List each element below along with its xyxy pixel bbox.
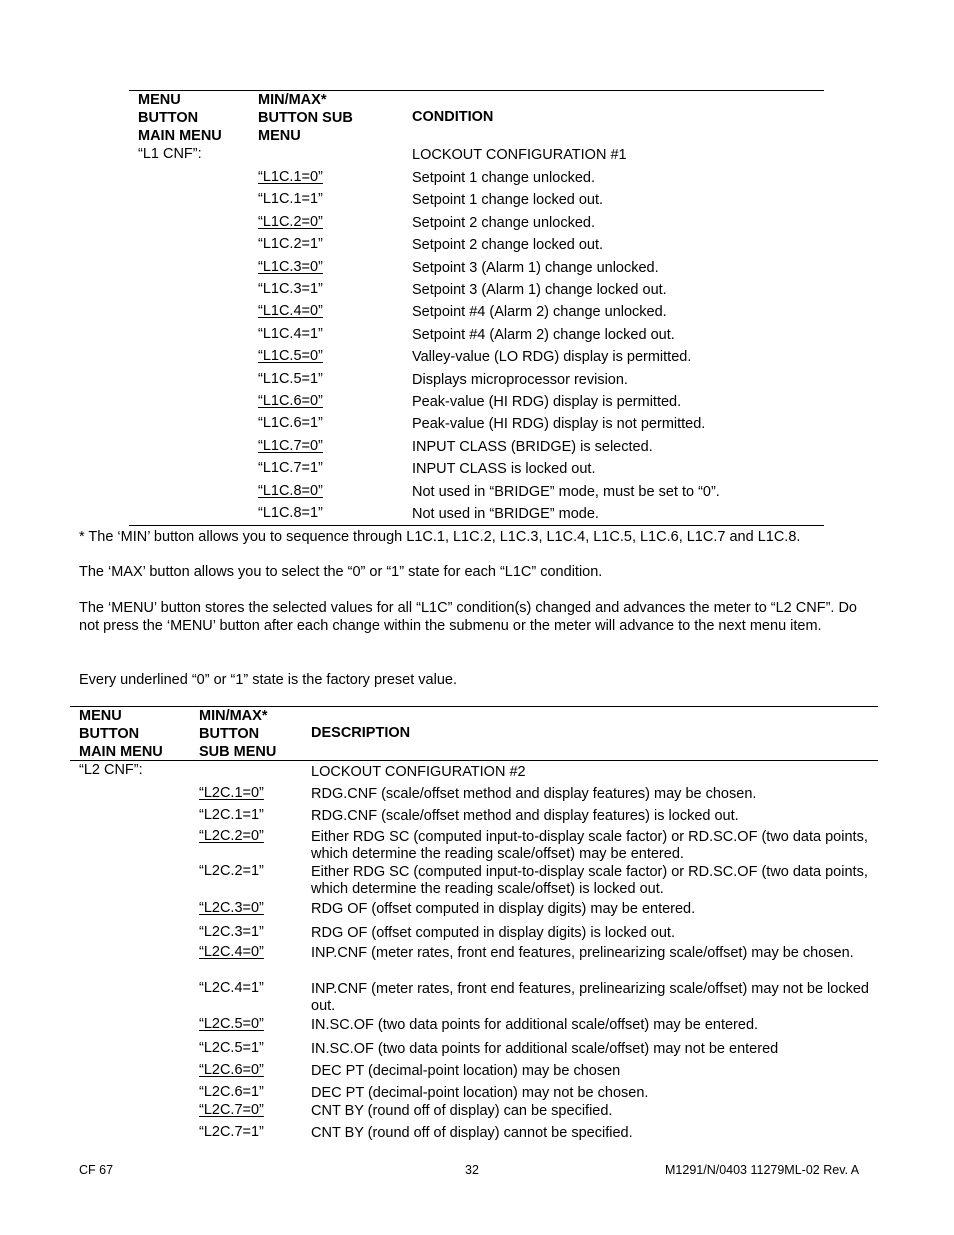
table-row-description: INPUT CLASS (BRIDGE) is selected. [412, 438, 653, 455]
table-row-code: “L1C.5=1” [258, 370, 323, 387]
table-row-code: “L1C.1=1” [258, 191, 323, 208]
table-row-description: Setpoint 3 (Alarm 1) change unlocked. [412, 259, 659, 276]
table-row-code: “L2C.6=1” [199, 1084, 264, 1100]
table-row-description: Setpoint 2 change locked out. [412, 237, 604, 254]
table-row-description: Either RDG SC (computed input-to-display scale factor) or RD.SC.OF (two data points, which determine the reading scale/offset) is locked out. [311, 864, 868, 897]
table-row-code: “L2C.1=0” [199, 785, 264, 801]
note-menu-button: The ‘MENU’ button stores the selected values for all “L1C” condition(s) changed and advances the meter to “L2 CNF”. Do not press the ‘MENU’ button after each change within the submenu or the meter will advance to the next menu item. [79, 600, 858, 634]
table-row-description: Valley-value (LO RDG) display is permitted. [412, 349, 692, 366]
table-row-description: Not used in “BRIDGE” mode, must be set to “0”. [412, 483, 720, 500]
table-row-description: RDG OF (offset computed in display digits) may be entered. [311, 901, 696, 917]
table-row-description: INP.CNF (meter rates, front end features, prelinearizing scale/offset) may be chosen. [311, 945, 854, 961]
table1-header-condition: CONDITION [412, 109, 494, 125]
table2-header-description: DESCRIPTION [311, 725, 411, 741]
table-row-code: “L2C.5=1” [199, 1040, 264, 1056]
table-row-description: DEC PT (decimal-point location) may not be chosen. [311, 1085, 649, 1101]
table-row-code: “L2C.5=0” [199, 1016, 264, 1032]
table-row-code: “L1C.3=0” [258, 258, 323, 275]
table-row-code: “L1C.4=0” [258, 303, 323, 320]
table2-header-main-menu: MENU BUTTON MAIN MENU [79, 708, 163, 760]
table-row-code: “L2C.3=1” [199, 924, 264, 940]
table-row-code: “L2C.7=0” [199, 1102, 264, 1118]
table-row-code: “L1C.5=0” [258, 348, 323, 365]
table-row-description: DEC PT (decimal-point location) may be chosen [311, 1063, 621, 1079]
table-row-description: Setpoint 1 change unlocked. [412, 170, 595, 186]
table-row-code: “L2C.4=1” [199, 980, 264, 996]
table-row-description: IN.SC.OF (two data points for additional scale/offset) may not be entered [311, 1041, 779, 1057]
table-row-code: “L2C.2=1” [199, 863, 264, 879]
table-row-code: “L2C.7=1” [199, 1124, 264, 1140]
table1-bottom-rule [129, 525, 824, 526]
table-row-description: RDG OF (offset computed in display digits) is locked out. [311, 925, 675, 941]
table-row-code: “L1C.4=1” [258, 325, 323, 342]
table-row-code: “L1C.8=0” [258, 482, 323, 499]
note-min-button: * The ‘MIN’ button allows you to sequence through L1C.1, L1C.2, L1C.3, L1C.4, L1C.5, L1C.6, L1C.7 and L1C.8. [79, 529, 801, 545]
table-row-description: Either RDG SC (computed input-to-display scale factor) or RD.SC.OF (two data points, which determine the reading scale/offset) may be entered. [311, 829, 868, 862]
table-row-code: “L2C.2=0” [199, 828, 264, 844]
table2-top-rule [70, 706, 878, 707]
table-row-description: Peak-value (HI RDG) display is not permitted. [412, 416, 706, 433]
table-row-description: INP.CNF (meter rates, front end features, prelinearizing scale/offset) may not be locked out. [311, 981, 869, 1014]
table1-top-rule [129, 90, 824, 91]
footer-revision: M1291/N/0403 11279ML-02 Rev. A [665, 1163, 860, 1177]
table2-header-sub-menu: MIN/MAX* BUTTON SUB MENU [199, 708, 277, 760]
table-row-code: “L1C.2=0” [258, 213, 323, 230]
table-row-code: “L2C.3=0” [199, 900, 264, 916]
table2-title-desc: LOCKOUT CONFIGURATION #2 [311, 764, 526, 780]
table-row-description: RDG.CNF (scale/offset method and display features) may be chosen. [311, 786, 757, 802]
table-row-description: CNT BY (round off of display) cannot be specified. [311, 1125, 633, 1141]
table2-header-rule [70, 760, 878, 761]
table-row-description: Setpoint 2 change unlocked. [412, 214, 595, 231]
table-row-code: “L1C.6=1” [258, 415, 323, 432]
table-row-description: Peak-value (HI RDG) display is permitted. [412, 394, 682, 410]
note-max-button: The ‘MAX’ button allows you to select the “0” or “1” state for each “L1C” condition. [79, 564, 603, 580]
table-row-description: CNT BY (round off of display) can be specified. [311, 1103, 613, 1119]
table-row-code: “L2C.4=0” [199, 944, 264, 960]
table1-header-sub-menu: MIN/MAX* BUTTON SUB MENU [258, 92, 353, 144]
table1-title-desc: LOCKOUT CONFIGURATION #1 [412, 147, 627, 163]
table-row-code: “L1C.6=0” [258, 393, 323, 409]
table-row-description: Setpoint 3 (Alarm 1) change locked out. [412, 282, 667, 298]
table-row-description: INPUT CLASS is locked out. [412, 461, 596, 478]
table-row-code: “L1C.1=0” [258, 169, 323, 185]
table-row-description: Setpoint #4 (Alarm 2) change locked out. [412, 326, 675, 343]
table-row-code: “L2C.6=0” [199, 1062, 264, 1078]
note-factory-preset: Every underlined “0” or “1” state is the factory preset value. [79, 672, 457, 688]
table-row-code: “L1C.3=1” [258, 281, 323, 297]
table-row-code: “L1C.7=0” [258, 437, 323, 454]
table-row-description: RDG.CNF (scale/offset method and display features) is locked out. [311, 808, 739, 824]
table-row-description: Not used in “BRIDGE” mode. [412, 506, 599, 522]
table-row-description: Setpoint 1 change locked out. [412, 192, 604, 209]
table2-menu-item: “L2 CNF”: [79, 762, 143, 778]
footer-page-number: 32 [465, 1163, 479, 1177]
table-row-code: “L1C.2=1” [258, 236, 323, 253]
table-row-description: Displays microprocessor revision. [412, 371, 628, 388]
table-row-description: Setpoint #4 (Alarm 2) change unlocked. [412, 304, 667, 321]
table-row-code: “L2C.1=1” [199, 807, 264, 823]
table-row-code: “L1C.7=1” [258, 460, 323, 477]
footer-doc-code: CF 67 [79, 1163, 114, 1177]
table1-menu-item: “L1 CNF”: [138, 146, 202, 162]
table-row-code: “L1C.8=1” [258, 505, 323, 521]
table-row-description: IN.SC.OF (two data points for additional scale/offset) may be entered. [311, 1017, 759, 1033]
table1-header-main-menu: MENU BUTTON MAIN MENU [138, 92, 222, 144]
